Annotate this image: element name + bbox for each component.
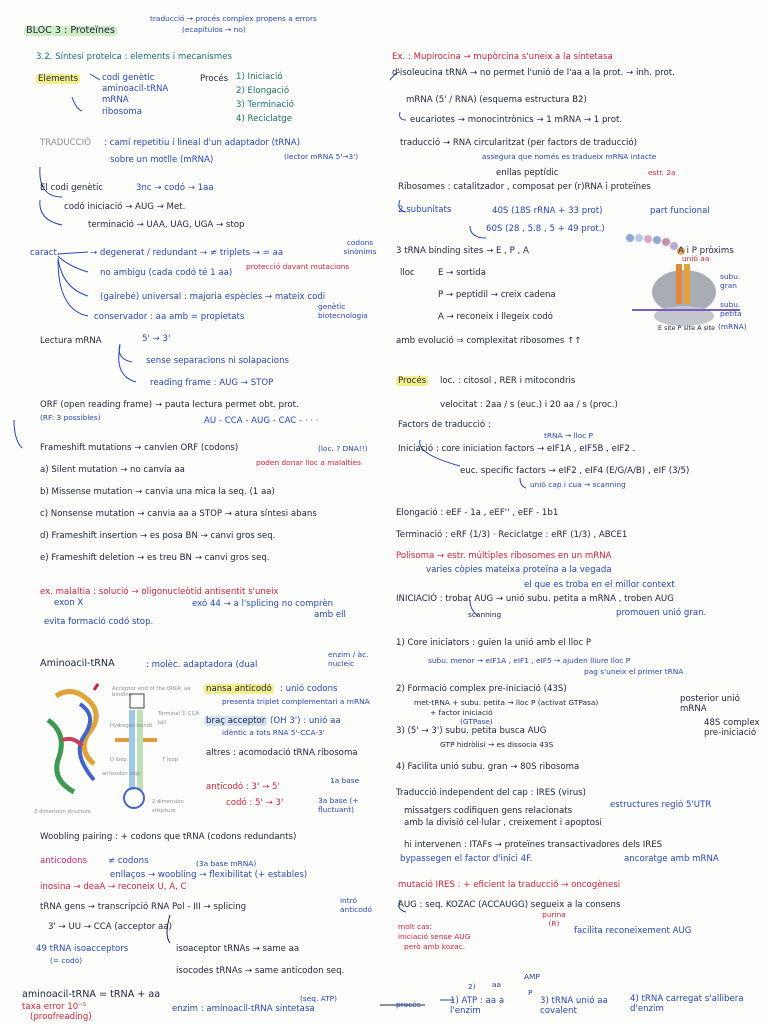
subunitats-label: 2 subunitats xyxy=(398,205,452,215)
mutation-item: b) Missense mutation → canvia una mica la seq. (1 aa) xyxy=(40,487,275,497)
ribosome-figure xyxy=(622,224,746,334)
brac-sub: idèntic a tots RNA 5'-CCA-3' xyxy=(222,728,325,737)
enllacos-line: enllaços → woobling → flexibilitat (+ estables) xyxy=(110,870,308,880)
core-4: 4) Facilita unió subu. gran → 80S ribosoma xyxy=(396,762,580,772)
trna-label: D loop xyxy=(110,757,127,763)
trna-figure xyxy=(34,680,202,820)
proofreading: (proofreading) xyxy=(30,1012,92,1022)
codi-eq: 3nc → codó → 1aa xyxy=(136,183,214,193)
lectura-b: reading frame : AUG → STOP xyxy=(150,378,274,388)
altres-line: altres : acomodació tRNA ribosoma xyxy=(206,748,358,758)
aminoacil-def: : molèc. adaptadora (dual xyxy=(146,660,258,670)
mrna-label: (mRNA) xyxy=(718,322,747,331)
anticodons-label: anticodons xyxy=(40,856,88,866)
section-heading: 3.2. Síntesi proteica : elements i mecanismes xyxy=(36,52,232,62)
trna-label: anticodon loop xyxy=(102,771,141,777)
aug-kozac: AUG : seq. KOZAC (ACCAUGG) segueix a la consens xyxy=(398,900,621,910)
core-1c: pag s'uneix el primer tRNA xyxy=(584,667,684,676)
codi-term: terminació → UAA, UAG, UGA → stop xyxy=(88,220,245,230)
lectura-label: Lectura mRNA xyxy=(40,336,102,346)
proces-btm: procés xyxy=(396,1000,421,1009)
missatgers-2: amb la divisió cel·lular , creixement i apoptosi xyxy=(404,818,602,828)
proces-step: 3) Terminació xyxy=(236,100,294,110)
proces-step: 1) Iniciació xyxy=(236,72,283,82)
codi-title: El codi genètic xyxy=(40,183,104,193)
traduccio-note: (lector mRNA 5'→3') xyxy=(284,152,359,161)
base-1: 1a base xyxy=(330,776,360,785)
trna-label: 2 dimension structure xyxy=(152,799,184,814)
frameshift-red: poden donar lloc a malalties xyxy=(256,458,361,467)
trna-sites: 3 tRNA binding sites → E , P , A xyxy=(396,246,529,256)
aip-note: A i P pròxims xyxy=(678,246,734,256)
evolucio-line: amb evolució ⇒ complexitat ribosomes ↑↑ xyxy=(396,336,582,346)
es-troba-note: el que es troba en el millor context xyxy=(524,580,675,590)
subu-gran: subu. gran xyxy=(720,272,741,290)
brac-label: braç acceptor xyxy=(206,716,266,726)
isoacc-sub: (= codó) xyxy=(50,956,83,965)
proces-heading: Procés xyxy=(398,376,427,386)
mutacio-ires: mutació IRES : + eficient la traducció → oncogènesi xyxy=(398,880,621,890)
btm-step-1: 1) ATP : aa a l'enzim xyxy=(450,996,505,1016)
malaltia-line-2: exó 44 → a l'splicing no comprèn xyxy=(192,599,334,609)
ribo-sites: E site P site A site xyxy=(658,324,716,332)
element-item: ribosoma xyxy=(102,107,143,117)
trna-label: Hydrogen bonds xyxy=(110,723,153,729)
btm-p: P xyxy=(528,988,533,997)
site-a: A → reconeix i llegeix codó xyxy=(438,312,553,322)
page-title: BLOC 3 : Proteïnes xyxy=(26,25,115,36)
base-3: 3a base (+ fluctuant) xyxy=(318,796,359,814)
trna-label: 3 dimension structure xyxy=(34,809,92,815)
codons-sinonims: codons sinònims xyxy=(343,238,377,256)
core-2c: + factor iniciació xyxy=(430,708,493,717)
taxa-error: taxa error 10⁻⁵ xyxy=(22,1002,87,1012)
isoacc-a: isoaceptor tRNAs → same aa xyxy=(176,944,300,954)
ini-kozac: iniciació sense AUG xyxy=(398,932,471,941)
velocitat: velocitat : 2aa / s (euc.) i 20 aa / s (proc.) xyxy=(440,400,618,410)
purina-note: purina (R) xyxy=(542,910,566,928)
orf-seq: AU - CCA - AUG - CAC - · · · xyxy=(204,416,319,426)
iniciacio-core: Iniciació : core iniciation factors → eIF1A , eIF5B , eIF2 . xyxy=(398,444,636,454)
mutation-item: e) Frameshift deletion → es treu BN → canvi gros seq. xyxy=(40,553,270,563)
lectura-dir: 5' → 3' xyxy=(142,334,171,344)
iniciacio-title: INICIACIÓ : trobar AUG → unió subu. petita a mRNA , troben AUG xyxy=(396,594,674,604)
trna-label: Terminal 3' CCA tail xyxy=(158,711,199,726)
core-2d: (GTPase) xyxy=(460,717,493,726)
lloc-label: lloc xyxy=(400,268,415,278)
traduccio-label: TRADUCCIÓ xyxy=(40,138,91,148)
frameshift-title: Frameshift mutations → canvien ORF (codons) xyxy=(40,443,239,453)
caract-item: (gairebé) universal : majoria espècies → mateix codi xyxy=(100,292,326,302)
site-e: E → sortida xyxy=(438,268,486,278)
enzim-line: enzim : aminoacil-tRNA sintetasa xyxy=(172,1004,315,1014)
malaltia-line-4: evita formació codó stop. xyxy=(44,617,154,627)
terminacio-line: Terminació : eRF (1/3) · Reciclatge : eRF (1/3) , ABCE1 xyxy=(396,530,628,540)
s48-complex: 48S complex pre-iniciació xyxy=(704,718,760,738)
bypass: bypassegen el factor d'inici 4F. xyxy=(400,854,533,864)
frameshift-note: (loc. ? DNA!!) xyxy=(318,444,368,453)
estr-note: estr. 2a xyxy=(648,168,676,177)
site-p: P → peptidil → creix cadena xyxy=(438,290,556,300)
part-funcional: part funcional xyxy=(650,206,710,216)
isoacc-b: isocodes tRNAs → same anticodon seq. xyxy=(176,966,345,976)
unio-aa: unió aa xyxy=(682,254,710,263)
caract-item: conservador : aa amb = propietats xyxy=(94,312,245,322)
header-note: traducció → procés complex propens a errors xyxy=(150,14,317,23)
proces-step: 4) Reciclatge xyxy=(236,114,293,124)
intervenen: hi intervenen : ITAFs → proteïnes transactivadores dels IRES xyxy=(404,840,663,850)
anticodo-line: anticodó : 3' → 5' xyxy=(206,782,280,792)
trna-caption: Acceptor end of the tRNA: aa binding xyxy=(112,686,191,698)
malaltia-line: ex. malaltia : solució → oligonucleòtid antisentit s'uneix xyxy=(40,587,279,597)
proces-loc: loc. : citosol , RER i mitocondris xyxy=(440,376,576,386)
subu-petita: subu. petita xyxy=(720,300,742,318)
molt-cas: molt cas: xyxy=(398,922,432,931)
polisoma-line-2: varies còpies mateixa proteïna a la vegada xyxy=(426,565,612,575)
missatgers: missatgers codifiquen gens relacionats xyxy=(404,806,573,816)
element-item: aminoacil-tRNA xyxy=(102,84,169,94)
proces-label: Procés xyxy=(200,74,229,84)
cca-line: 3' → UU → CCA (acceptor aa) xyxy=(48,922,172,932)
trad-circ-2: assegura que només es tradueix mRNA intacte xyxy=(482,152,657,161)
isoacc-label: 49 tRNA isoacceptors xyxy=(36,944,129,954)
orf-note: (RF: 3 possibles) xyxy=(40,413,101,422)
btm-step-4: 4) tRNA carregat s'allibera d'enzim xyxy=(630,994,744,1014)
malaltia-exon: exon X xyxy=(54,598,84,608)
core-2b: met-tRNA + subu. petita → lloc P (activat GTPasa) xyxy=(414,698,599,707)
lectura-a: sense separacions ni solapacions xyxy=(146,356,289,366)
mutation-item: d) Frameshift insertion → es posa BN → canvi gros seq. xyxy=(40,531,276,541)
aminoacil-dual: enzim / àc. nucleic xyxy=(328,650,369,668)
inosina-line: inosina → deaA → reconeix U, A, C xyxy=(40,882,187,892)
mutation-item: c) Nonsense mutation → canvia aa a STOP → atura síntesi abans xyxy=(40,509,317,519)
element-item: mRNA xyxy=(102,95,129,105)
core-1b: subu. menor → eIF1A , eIF1 , eIF5 → ajuden lliure lloc P xyxy=(428,656,631,665)
btm-aa: aa xyxy=(492,980,502,989)
aminoacil-title: Aminoacil-tRNA xyxy=(40,658,115,669)
ancoratge: ancoratge amb mRNA xyxy=(624,854,719,864)
enllas-note: enllas peptídic xyxy=(496,168,559,178)
cap-independent: Traducció independent del cap : IRES (virus) xyxy=(396,788,586,798)
promouen-note: promouen unió gran. xyxy=(616,608,707,618)
aatrna-equation: aminoacil-tRNA = tRNA + aa xyxy=(22,989,161,1000)
nansa-label: nansa anticodó xyxy=(206,684,272,694)
s40-line: 40S (18S rRNA + 33 prot) xyxy=(492,206,603,216)
proteccio-note: protecció davant mutacions xyxy=(246,262,350,271)
mutation-item: a) Silent mutation → no canvia aa xyxy=(40,465,185,475)
nansa-def: : unió codons xyxy=(280,684,338,694)
elongacio-line: Elongació : eEF - 1a , eEF'' , eEF - 1b1 xyxy=(396,508,559,518)
mrna-line: mRNA (5' / RNA) (esquema estructura B2) xyxy=(406,95,587,105)
euc-specific: euc. specific factors → eIF2 , eIF4 (E/G/A/B) , eIF (3/5) xyxy=(460,466,690,476)
trna-lloc-p: tRNA → lloc P xyxy=(544,431,594,440)
caract-item: no ambigu (cada codó té 1 aa) xyxy=(100,268,233,278)
traduccio-def-2: sobre un motlle (mRNA) xyxy=(110,155,214,165)
ini-kozac-2: però amb kozac. xyxy=(404,942,466,951)
malaltia-line-3: amb ell xyxy=(314,610,346,620)
codo-line: codó : 5' → 3' xyxy=(226,798,284,808)
element-item: codi genètic xyxy=(102,73,155,83)
core-1: 1) Core iniciators : guien la unió amb el lloc P xyxy=(396,638,592,648)
scanning-note: scanning xyxy=(468,610,502,619)
codi-ini: codó iniciació → AUG → Met. xyxy=(64,202,186,212)
unio-cap: unió cap i cua → scanning xyxy=(530,480,626,489)
biotecnologia-note: genètic biotecnologia xyxy=(318,302,368,320)
core-3b: GTP hidròlisi → es dissocia 43S xyxy=(440,740,554,749)
s60-line: 60S (28 , 5.8 , 5 + 49 prot.) xyxy=(486,224,605,234)
core-2e: posterior unió mRNA xyxy=(680,694,740,714)
trna-gens-line: tRNA gens → transcripció RNA Pol - III → splicing xyxy=(40,902,247,912)
btm-step-3: 3) tRNA unió aa covalent xyxy=(540,996,608,1016)
caract-item: → degenerat / redundant → ≠ triplets → = aa xyxy=(90,248,284,258)
brac-def: (OH 3') : unió aa xyxy=(270,716,341,726)
core-2: 2) Formació complex pre-iniciació (43S) xyxy=(396,684,567,694)
anticodons-ne: ≠ codons xyxy=(108,856,149,866)
base3-mrna: (3a base mRNA) xyxy=(196,859,257,868)
proces-step: 2) Elongació xyxy=(236,86,290,96)
ex-mupirocina: Ex. : Mupirocina → mupòrcina s'uneix a la sintetasa xyxy=(392,52,613,62)
trna-label: T loop xyxy=(162,757,178,763)
ribosomes-line: Ribosomes : catalitzador , composat per (r)RNA i proteïnes xyxy=(398,182,651,192)
ex-mupirocina-2: d'isoleucina tRNA → no permet l'unió de l'aa a la prot. → inh. prot. xyxy=(392,68,675,78)
nansa-sub: presenta triplet complementari a mRNA xyxy=(222,697,370,706)
atp-note: (seq. ATP) xyxy=(300,994,338,1003)
wobble-line: Woobling pairing : + codons que tRNA (codons redundants) xyxy=(40,832,297,842)
trad-circ: traducció → RNA circularitzat (per factors de traducció) xyxy=(400,138,638,148)
polisoma-line: Polisoma → estr. múltiples ribosomes en un mRNA xyxy=(396,551,612,561)
factors-title: Factors de traducció : xyxy=(398,420,491,430)
traduccio-def: : camí repetitiu i lineal d'un adaptador (tRNA) xyxy=(104,138,301,148)
btm-amp: AMP xyxy=(524,972,540,981)
cap-independent-b: estructures regió 5'UTR xyxy=(610,800,712,810)
orf-line: ORF (open reading frame) → pauta lectura permet obt. prot. xyxy=(40,400,299,410)
intro-note: intró anticodó xyxy=(340,896,372,914)
caract-label: caract. xyxy=(30,248,60,258)
core-3: 3) (5' → 3') subu. petita busca AUG xyxy=(396,726,547,736)
btm-step-2: 2) xyxy=(468,982,476,991)
elements-label: Elements xyxy=(38,74,79,84)
header-note-2: (ecapítulos → no) xyxy=(182,25,246,34)
eucar-line: eucariotes → monocintrònics → 1 mRNA → 1 prot. xyxy=(410,115,623,125)
facilita-aug: facilita reconeixement AUG xyxy=(574,926,692,936)
